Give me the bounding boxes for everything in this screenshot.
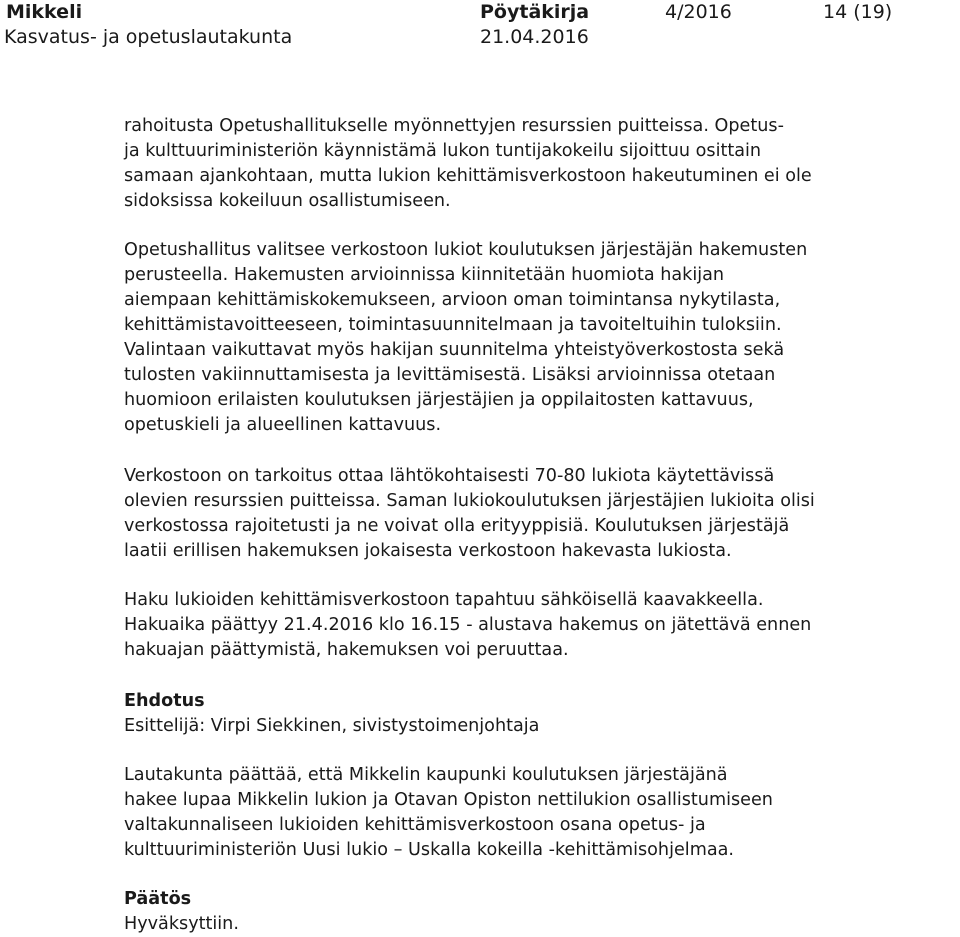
text-line: kehittämistavoitteeseen, toimintasuunnitelmaan ja tavoiteltuihin tuloksiin. <box>124 315 782 335</box>
text-line: aiempaan kehittämiskokemukseen, arvioon oman toimintansa nykytilasta, <box>124 290 781 310</box>
organization-name: Mikkeli <box>6 1 83 23</box>
text-line: Verkostoon on tarkoitus ottaa lähtökohtaisesti 70-80 lukiota käytettävissä <box>124 466 775 486</box>
proposal-text <box>124 763 944 863</box>
decision-heading: Päätös <box>124 889 192 909</box>
document-body <box>124 114 944 937</box>
page-number: 14 (19) <box>823 1 893 23</box>
text-line: Haku lukioiden kehittämisverkostoon tapahtuu sähköisellä kaavakkeella. <box>124 590 764 610</box>
text-line: laatii erillisen hakemuksen jokaisesta verkostoon hakevasta lukiosta. <box>124 541 732 561</box>
text-line: Lautakunta päättää, että Mikkelin kaupunki koulutuksen järjestäjänä <box>124 765 728 785</box>
paragraph-1 <box>124 114 944 214</box>
paragraph-3 <box>124 464 944 564</box>
document-number: 4/2016 <box>665 1 732 23</box>
text-line: rahoitusta Opetushallitukselle myönnettyjen resurssien puitteissa. Opetus- <box>124 116 784 136</box>
proposal-heading: Ehdotus <box>124 691 205 711</box>
text-line: sidoksissa kokeiluun osallistumiseen. <box>124 191 451 211</box>
text-line: Hakuaika päättyy 21.4.2016 klo 16.15 - alustava hakemus on jätettävä ennen <box>124 615 812 635</box>
proposal-section <box>124 689 944 739</box>
text-line: kulttuuriministeriön Uusi lukio – Uskalla kokeilla -kehittämisohjelmaa. <box>124 840 734 860</box>
text-line: Valintaan vaikuttavat myös hakijan suunnitelma yhteistyöverkostosta sekä <box>124 340 785 360</box>
text-line: olevien resurssien puitteissa. Saman lukiokoulutuksen järjestäjien lukioita olisi <box>124 491 815 511</box>
meeting-date: 21.04.2016 <box>480 26 589 48</box>
text-line: tulosten vakiinnuttamisesta ja levittämisestä. Lisäksi arvioinnissa otetaan <box>124 365 776 385</box>
text-line: samaan ajankohtaan, mutta lukion kehittämisverkostoon hakeutuminen ei ole <box>124 166 812 186</box>
paragraph-2 <box>124 238 944 438</box>
decision-section <box>124 887 944 937</box>
text-line: verkostossa rajoitetusti ja ne voivat olla erityyppisiä. Koulutuksen järjestäjä <box>124 516 790 536</box>
presenter-line: Esittelijä: Virpi Siekkinen, sivistystoimenjohtaja <box>124 716 540 736</box>
text-line: hakuajan päättymistä, hakemuksen voi peruuttaa. <box>124 640 569 660</box>
document-type: Pöytäkirja <box>480 1 590 23</box>
text-line: valtakunnaliseen lukioiden kehittämisverkostoon osana opetus- ja <box>124 815 706 835</box>
text-line: opetuskieli ja alueellinen kattavuus. <box>124 415 442 435</box>
board-name: Kasvatus- ja opetuslautakunta <box>4 26 293 48</box>
decision-text: Hyväksyttiin. <box>124 914 239 934</box>
text-line: Opetushallitus valitsee verkostoon lukiot koulutuksen järjestäjän hakemusten <box>124 240 808 260</box>
text-line: hakee lupaa Mikkelin lukion ja Otavan Opiston nettilukion osallistumiseen <box>124 790 773 810</box>
paragraph-4 <box>124 588 944 663</box>
text-line: ja kulttuuriministeriön käynnistämä lukon tuntijakokeilu sijoittuu osittain <box>124 141 762 161</box>
text-line: huomioon erilaisten koulutuksen järjestäjien ja oppilaitosten kattavuus, <box>124 390 754 410</box>
text-line: perusteella. Hakemusten arvioinnissa kiinnitetään huomiota hakijan <box>124 265 725 285</box>
